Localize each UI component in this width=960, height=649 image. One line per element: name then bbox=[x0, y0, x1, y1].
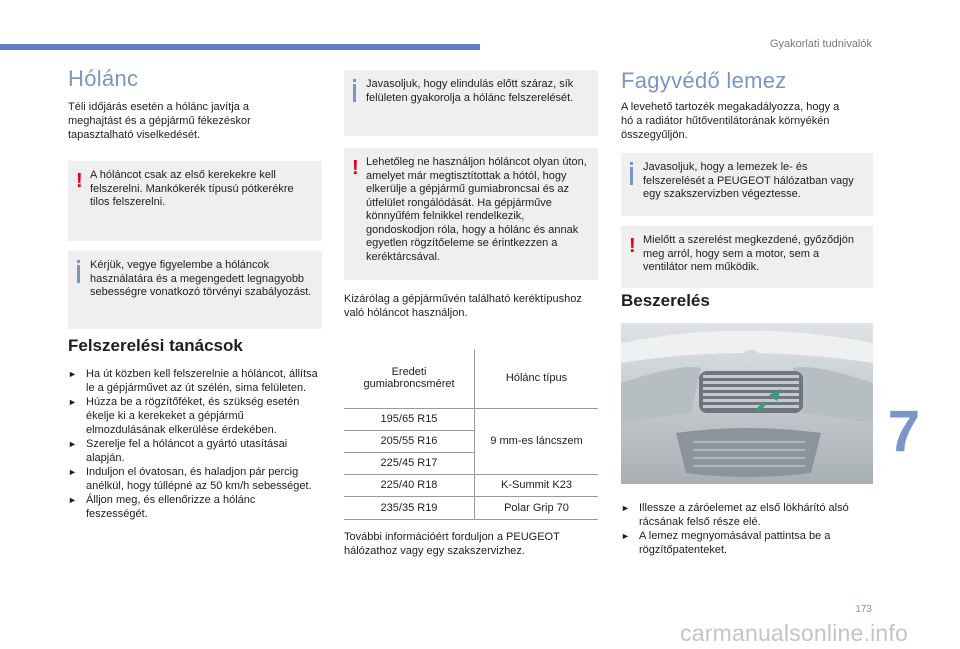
info-box-service bbox=[621, 153, 873, 216]
info-icon-dot bbox=[353, 79, 356, 82]
table-cell-tyre: 195/65 R15 bbox=[344, 408, 475, 430]
info-text: Javasoljuk, hogy elindulás előtt száraz, sík felületen gyakorolja a hólánc felszerelését. bbox=[366, 78, 574, 104]
table-header-row bbox=[344, 349, 598, 408]
warning-icon: ! bbox=[352, 157, 359, 179]
info-icon bbox=[353, 84, 356, 102]
table-cell-chain: 9 mm-es láncszem bbox=[475, 408, 599, 474]
watermark-text: carmanualsonline.info bbox=[680, 620, 908, 646]
info-box-regulations bbox=[68, 251, 322, 329]
warning-icon: ! bbox=[76, 170, 83, 192]
info-text: Javasoljuk, hogy a lemezek le- és felszerelését a PEUGEOT hálózatban vagy egy szakszervizben végeztesse. bbox=[643, 161, 854, 200]
table-cell-tyre: 205/55 R16 bbox=[344, 430, 475, 452]
info-icon-dot bbox=[630, 162, 633, 165]
snow-chain-table bbox=[344, 349, 598, 520]
title-hoolanc: Hólánc bbox=[68, 66, 139, 91]
list-item: ► Húzza be a rögzítőféket, és szükség esetén ékelje ki a kerekeket a gépjármű elmozdulásának elkerülése érdekében. bbox=[68, 395, 318, 437]
list-item: ► Szerelje fel a hóláncot a gyártó utasításai alapján. bbox=[68, 437, 318, 465]
warning-text: A hóláncot csak az első kerekekre kell felszerelni. Mankókerék típusú pótkerékre tilos felszerelni. bbox=[90, 169, 294, 208]
table-cell-chain: Polar Grip 70 bbox=[475, 496, 599, 519]
title-snow-screen: Fagyvédő lemez bbox=[621, 68, 787, 93]
warning-box-engine-off bbox=[621, 226, 873, 288]
info-icon bbox=[630, 167, 633, 185]
table-cell-tyre: 235/35 R19 bbox=[344, 496, 475, 519]
subtitle-installation: Beszerelés bbox=[621, 291, 710, 310]
warning-box-cleared-road bbox=[344, 148, 598, 280]
info-icon bbox=[77, 265, 80, 283]
table-row bbox=[344, 496, 598, 519]
table-header-tyre-size: Eredeti gumiabroncsméret bbox=[363, 366, 455, 391]
snow-screen-intro: A levehető tartozék megakadályozza, hogy a hó a radiátor hűtőventilátorának környékén összegyűljön. bbox=[621, 101, 840, 141]
list-item: ► A lemez megnyomásával pattintsa be a rögzítőpatenteket. bbox=[621, 529, 871, 557]
installation-list bbox=[621, 501, 871, 557]
list-item: ► Illessze a záróelemet az első lökhárító alsó rácsának felső része elé. bbox=[621, 501, 871, 529]
warning-text: Lehetőleg ne használjon hóláncot olyan úton, amelyet már megtisztítottak a hótól, hogy elkerülje a gépjármű gumiabroncsai és az útfelület rongálódását. Ha gépjárműve könnyűfém felnikkel rendelkezik, gondoskodjon róla, hogy a hólánc és annak egyetlen rögzítőeleme se érintkezzen a keréktárcsával. bbox=[366, 156, 587, 263]
list-item: ► Álljon meg, és ellenőrizze a hólánc feszességét. bbox=[68, 493, 318, 521]
list-item: ► Induljon el óvatosan, és haladjon pár percig anélkül, hogy túllépné az 50 km/h sebességet. bbox=[68, 465, 318, 493]
tips-list bbox=[68, 367, 318, 521]
subtitle-installation-tips: Felszerelési tanácsok bbox=[68, 336, 243, 355]
table-cell-tyre: 225/45 R17 bbox=[344, 452, 475, 474]
section-label: Gyakorlati tudnivalók bbox=[769, 38, 872, 50]
car-grille-illustration bbox=[621, 323, 873, 484]
intro-paragraph: Téli időjárás esetén a hólánc javítja a meghajtást és a gépjármű fékezéskor tapasztalható viselkedését. bbox=[68, 101, 251, 141]
page-number: 173 bbox=[855, 604, 872, 615]
wheel-type-note: Kizárólag a gépjárművén található keréktípushoz való hóláncot használjon. bbox=[344, 293, 582, 319]
info-icon-dot bbox=[77, 260, 80, 263]
table-row bbox=[344, 408, 598, 430]
info-box-practice bbox=[344, 70, 598, 136]
table-cell-chain: K-Summit K23 bbox=[475, 474, 599, 496]
warning-text: Mielőtt a szerelést megkezdené, győződjön meg arról, hogy sem a motor, sem a ventilátor nem működik. bbox=[643, 234, 854, 273]
list-item: ► Ha út közben kell felszerelnie a hóláncot, állítsa le a gépjárművet az út szélén, sima felületen. bbox=[68, 367, 318, 395]
chapter-number: 7 bbox=[887, 399, 920, 464]
info-text: Kérjük, vegye figyelembe a hóláncok használatára és a megengedett legnagyobb sebességre vonatkozó törvényi szabályozást. bbox=[90, 259, 312, 298]
footer-info: További információért forduljon a PEUGEOT hálózathoz vagy egy szakszervizhez. bbox=[344, 531, 560, 557]
warning-box-front-wheels bbox=[68, 161, 322, 241]
warning-icon: ! bbox=[629, 235, 636, 257]
table-row bbox=[344, 474, 598, 496]
car-front-drawing bbox=[621, 323, 873, 484]
table-header-chain-type: Hólánc típus bbox=[475, 349, 599, 408]
top-accent-bar bbox=[0, 44, 480, 50]
table-cell-tyre: 225/40 R18 bbox=[344, 474, 475, 496]
spec-table bbox=[344, 349, 598, 520]
